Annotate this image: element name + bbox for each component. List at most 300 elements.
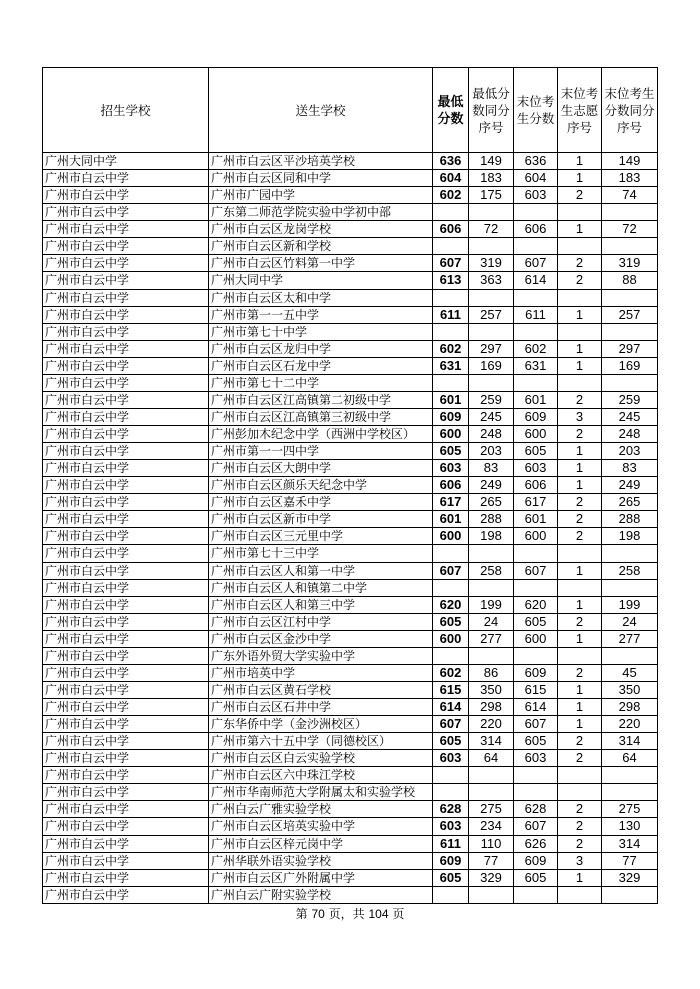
cell-last-score — [514, 289, 558, 306]
cell-min-score-rank — [469, 204, 514, 221]
cell-last-choice-no: 1 — [558, 596, 602, 613]
cell-last-choice-no — [558, 647, 602, 664]
header-min-score: 最低分数 — [433, 68, 469, 153]
cell-last-score-rank: 220 — [602, 716, 658, 733]
table-row — [43, 443, 658, 460]
cell-last-choice-no: 1 — [558, 699, 602, 716]
cell-last-choice-no: 2 — [558, 187, 602, 204]
cell-enrolling-school: 广州市白云中学 — [43, 562, 209, 579]
cell-last-score: 605 — [514, 869, 558, 886]
cell-enrolling-school: 广州市白云中学 — [43, 750, 209, 767]
cell-min-score — [433, 238, 469, 255]
cell-last-choice-no: 2 — [558, 733, 602, 750]
cell-min-score: 605 — [433, 733, 469, 750]
cell-min-score: 601 — [433, 511, 469, 528]
cell-last-score: 609 — [514, 664, 558, 681]
cell-last-choice-no — [558, 579, 602, 596]
cell-sending-school: 广州市白云区广外附属中学 — [209, 869, 433, 886]
cell-min-score-rank: 220 — [469, 716, 514, 733]
cell-sending-school: 广州市白云区嘉禾中学 — [209, 494, 433, 511]
cell-min-score-rank: 72 — [469, 221, 514, 238]
cell-enrolling-school: 广州市白云中学 — [43, 187, 209, 204]
cell-sending-school: 广州市华南师范大学附属太和实验学校 — [209, 784, 433, 801]
cell-last-score-rank: 350 — [602, 681, 658, 698]
cell-min-score: 603 — [433, 460, 469, 477]
cell-last-score: 601 — [514, 511, 558, 528]
cell-sending-school: 广州市第六十五中学（同德校区） — [209, 733, 433, 750]
cell-min-score-rank — [469, 886, 514, 903]
table-row — [43, 699, 658, 716]
cell-enrolling-school: 广州市白云中学 — [43, 630, 209, 647]
cell-min-score-rank: 277 — [469, 630, 514, 647]
cell-sending-school: 广州市第七十二中学 — [209, 374, 433, 391]
table-row — [43, 170, 658, 187]
cell-min-score: 600 — [433, 630, 469, 647]
cell-last-choice-no: 2 — [558, 255, 602, 272]
table-row — [43, 733, 658, 750]
cell-last-score: 602 — [514, 340, 558, 357]
cell-min-score-rank: 258 — [469, 562, 514, 579]
cell-min-score-rank: 77 — [469, 852, 514, 869]
cell-min-score-rank: 298 — [469, 699, 514, 716]
table-row — [43, 750, 658, 767]
cell-min-score-rank: 198 — [469, 528, 514, 545]
table-row — [43, 221, 658, 238]
cell-enrolling-school: 广州市白云中学 — [43, 818, 209, 835]
cell-last-score — [514, 374, 558, 391]
cell-sending-school: 广州市白云区同和中学 — [209, 170, 433, 187]
table-row — [43, 426, 658, 443]
cell-sending-school: 广东华侨中学（金沙洲校区） — [209, 716, 433, 733]
cell-min-score: 605 — [433, 613, 469, 630]
cell-last-score-rank: 45 — [602, 664, 658, 681]
cell-last-score-rank: 265 — [602, 494, 658, 511]
footer-mid: 页，共 — [324, 907, 369, 921]
cell-sending-school: 广州市白云区人和第一中学 — [209, 562, 433, 579]
table-row — [43, 374, 658, 391]
table-row — [43, 323, 658, 340]
cell-last-score — [514, 204, 558, 221]
cell-last-choice-no: 3 — [558, 408, 602, 425]
cell-min-score-rank: 249 — [469, 477, 514, 494]
cell-enrolling-school: 广州市白云中学 — [43, 801, 209, 818]
cell-sending-school: 广州市第一一四中学 — [209, 443, 433, 460]
cell-min-score: 601 — [433, 391, 469, 408]
cell-min-score-rank — [469, 579, 514, 596]
cell-enrolling-school: 广州大同中学 — [43, 153, 209, 170]
table-row — [43, 511, 658, 528]
cell-last-score: 600 — [514, 426, 558, 443]
cell-enrolling-school: 广州市白云中学 — [43, 460, 209, 477]
cell-min-score: 602 — [433, 187, 469, 204]
cell-min-score-rank: 319 — [469, 255, 514, 272]
table-row — [43, 613, 658, 630]
cell-last-score-rank: 77 — [602, 852, 658, 869]
table-row — [43, 630, 658, 647]
table-row — [43, 852, 658, 869]
table-row — [43, 579, 658, 596]
cell-min-score-rank — [469, 545, 514, 562]
cell-last-score: 603 — [514, 460, 558, 477]
cell-enrolling-school: 广州市白云中学 — [43, 852, 209, 869]
cell-enrolling-school: 广州市白云中学 — [43, 886, 209, 903]
cell-last-choice-no: 1 — [558, 340, 602, 357]
cell-sending-school: 广州市第七十中学 — [209, 323, 433, 340]
cell-last-score: 600 — [514, 528, 558, 545]
cell-min-score-rank — [469, 374, 514, 391]
cell-last-choice-no — [558, 545, 602, 562]
cell-min-score-rank: 288 — [469, 511, 514, 528]
cell-last-score-rank — [602, 289, 658, 306]
cell-last-score: 607 — [514, 716, 558, 733]
cell-min-score-rank: 169 — [469, 357, 514, 374]
cell-last-score-rank: 198 — [602, 528, 658, 545]
table-row — [43, 664, 658, 681]
cell-last-score: 606 — [514, 477, 558, 494]
cell-last-choice-no: 1 — [558, 477, 602, 494]
table-row — [43, 596, 658, 613]
cell-min-score-rank: 248 — [469, 426, 514, 443]
cell-last-choice-no: 2 — [558, 818, 602, 835]
cell-last-choice-no: 1 — [558, 221, 602, 238]
cell-enrolling-school: 广州市白云中学 — [43, 664, 209, 681]
cell-min-score: 602 — [433, 340, 469, 357]
cell-last-score-rank — [602, 886, 658, 903]
cell-enrolling-school: 广州市白云中学 — [43, 784, 209, 801]
cell-sending-school: 广州白云广附实验学校 — [209, 886, 433, 903]
cell-sending-school: 广州市白云区江村中学 — [209, 613, 433, 630]
cell-last-choice-no — [558, 784, 602, 801]
cell-last-score: 600 — [514, 630, 558, 647]
cell-min-score: 611 — [433, 306, 469, 323]
cell-min-score-rank: 203 — [469, 443, 514, 460]
cell-sending-school: 广州市白云区大朗中学 — [209, 460, 433, 477]
cell-min-score-rank: 110 — [469, 835, 514, 852]
cell-last-score: 604 — [514, 170, 558, 187]
cell-last-choice-no: 2 — [558, 528, 602, 545]
cell-last-score: 636 — [514, 153, 558, 170]
cell-enrolling-school: 广州市白云中学 — [43, 835, 209, 852]
table-row — [43, 306, 658, 323]
cell-last-score — [514, 579, 558, 596]
cell-last-choice-no: 2 — [558, 426, 602, 443]
cell-last-choice-no: 1 — [558, 869, 602, 886]
cell-last-score-rank: 199 — [602, 596, 658, 613]
cell-min-score: 607 — [433, 562, 469, 579]
cell-sending-school: 广州市白云区龙岗学校 — [209, 221, 433, 238]
cell-last-choice-no: 2 — [558, 750, 602, 767]
table-row — [43, 835, 658, 852]
table-row — [43, 187, 658, 204]
footer-prefix: 第 — [295, 907, 312, 921]
cell-last-choice-no: 3 — [558, 852, 602, 869]
cell-enrolling-school: 广州市白云中学 — [43, 494, 209, 511]
cell-min-score — [433, 784, 469, 801]
cell-sending-school: 广州市白云区梓元岗中学 — [209, 835, 433, 852]
cell-min-score-rank: 297 — [469, 340, 514, 357]
cell-min-score: 609 — [433, 408, 469, 425]
cell-last-score-rank: 245 — [602, 408, 658, 425]
cell-min-score-rank: 363 — [469, 272, 514, 289]
cell-enrolling-school: 广州市白云中学 — [43, 357, 209, 374]
cell-enrolling-school: 广州市白云中学 — [43, 716, 209, 733]
cell-last-score: 614 — [514, 699, 558, 716]
cell-min-score-rank: 275 — [469, 801, 514, 818]
cell-min-score: 614 — [433, 699, 469, 716]
cell-last-score-rank: 298 — [602, 699, 658, 716]
cell-last-choice-no: 1 — [558, 153, 602, 170]
cell-min-score-rank: 350 — [469, 681, 514, 698]
cell-last-choice-no — [558, 886, 602, 903]
cell-last-choice-no: 2 — [558, 272, 602, 289]
table-row — [43, 562, 658, 579]
footer-suffix: 页 — [388, 907, 405, 921]
cell-min-score — [433, 289, 469, 306]
header-enrolling-school: 招生学校 — [43, 68, 209, 153]
cell-last-score: 615 — [514, 681, 558, 698]
cell-last-score-rank: 74 — [602, 187, 658, 204]
cell-last-score-rank: 183 — [602, 170, 658, 187]
cell-enrolling-school: 广州市白云中学 — [43, 408, 209, 425]
cell-last-score-rank: 83 — [602, 460, 658, 477]
cell-last-choice-no: 1 — [558, 170, 602, 187]
cell-sending-school: 广州华联外语实验学校 — [209, 852, 433, 869]
cell-enrolling-school: 广州市白云中学 — [43, 289, 209, 306]
cell-min-score: 615 — [433, 681, 469, 698]
cell-min-score-rank: 149 — [469, 153, 514, 170]
cell-last-score-rank — [602, 238, 658, 255]
cell-sending-school: 广州市白云区太和中学 — [209, 289, 433, 306]
table-row — [43, 204, 658, 221]
cell-sending-school: 广州市白云区人和第三中学 — [209, 596, 433, 613]
cell-last-choice-no: 2 — [558, 511, 602, 528]
cell-min-score: 600 — [433, 426, 469, 443]
cell-last-score: 617 — [514, 494, 558, 511]
cell-sending-school: 广州市培英中学 — [209, 664, 433, 681]
cell-last-score-rank: 257 — [602, 306, 658, 323]
cell-enrolling-school: 广州市白云中学 — [43, 272, 209, 289]
cell-last-choice-no — [558, 289, 602, 306]
cell-min-score: 628 — [433, 801, 469, 818]
cell-min-score-rank: 234 — [469, 818, 514, 835]
cell-last-score: 605 — [514, 733, 558, 750]
cell-sending-school: 广州市白云区石井中学 — [209, 699, 433, 716]
cell-min-score: 602 — [433, 664, 469, 681]
cell-last-score: 628 — [514, 801, 558, 818]
cell-last-score-rank: 288 — [602, 511, 658, 528]
cell-enrolling-school: 广州市白云中学 — [43, 204, 209, 221]
cell-last-score-rank: 203 — [602, 443, 658, 460]
cell-min-score-rank — [469, 647, 514, 664]
cell-last-score-rank — [602, 647, 658, 664]
cell-last-score — [514, 238, 558, 255]
cell-min-score-rank — [469, 238, 514, 255]
cell-min-score: 613 — [433, 272, 469, 289]
cell-min-score: 609 — [433, 852, 469, 869]
cell-last-choice-no: 1 — [558, 562, 602, 579]
cell-sending-school: 广州市白云区黄石学校 — [209, 681, 433, 698]
table-row — [43, 477, 658, 494]
cell-last-score-rank: 319 — [602, 255, 658, 272]
cell-sending-school: 广州市白云区平沙培英学校 — [209, 153, 433, 170]
table-row — [43, 716, 658, 733]
cell-min-score: 604 — [433, 170, 469, 187]
cell-sending-school: 广州市白云区龙归中学 — [209, 340, 433, 357]
cell-last-choice-no — [558, 767, 602, 784]
cell-last-score-rank: 259 — [602, 391, 658, 408]
cell-min-score — [433, 886, 469, 903]
cell-last-score: 603 — [514, 187, 558, 204]
cell-last-score-rank: 277 — [602, 630, 658, 647]
cell-last-choice-no: 2 — [558, 835, 602, 852]
cell-last-score: 609 — [514, 408, 558, 425]
cell-last-score-rank — [602, 323, 658, 340]
cell-last-score — [514, 545, 558, 562]
cell-last-score: 626 — [514, 835, 558, 852]
cell-enrolling-school: 广州市白云中学 — [43, 443, 209, 460]
table-row — [43, 545, 658, 562]
cell-enrolling-school: 广州市白云中学 — [43, 477, 209, 494]
cell-last-score-rank: 314 — [602, 835, 658, 852]
cell-enrolling-school: 广州市白云中学 — [43, 528, 209, 545]
cell-min-score: 611 — [433, 835, 469, 852]
cell-enrolling-school: 广州市白云中学 — [43, 767, 209, 784]
cell-sending-school: 广州白云广雅实验学校 — [209, 801, 433, 818]
cell-last-choice-no: 2 — [558, 801, 602, 818]
cell-last-choice-no — [558, 323, 602, 340]
cell-sending-school: 广州大同中学 — [209, 272, 433, 289]
cell-min-score-rank: 265 — [469, 494, 514, 511]
cell-min-score-rank: 245 — [469, 408, 514, 425]
cell-sending-school: 广州市白云区新和学校 — [209, 238, 433, 255]
cell-last-score: 606 — [514, 221, 558, 238]
cell-min-score-rank: 24 — [469, 613, 514, 630]
cell-last-score — [514, 767, 558, 784]
cell-min-score — [433, 579, 469, 596]
table-row — [43, 408, 658, 425]
cell-sending-school: 广州市白云区江高镇第二初级中学 — [209, 391, 433, 408]
cell-last-score-rank: 258 — [602, 562, 658, 579]
cell-last-score: 607 — [514, 818, 558, 835]
table-row — [43, 886, 658, 903]
cell-last-choice-no: 1 — [558, 460, 602, 477]
cell-last-score-rank: 297 — [602, 340, 658, 357]
header-sending-school: 送生学校 — [209, 68, 433, 153]
cell-last-score — [514, 647, 558, 664]
table-row — [43, 238, 658, 255]
cell-sending-school: 广州市第一一五中学 — [209, 306, 433, 323]
cell-enrolling-school: 广州市白云中学 — [43, 391, 209, 408]
cell-last-score — [514, 323, 558, 340]
cell-last-score-rank: 169 — [602, 357, 658, 374]
table-row — [43, 289, 658, 306]
cell-enrolling-school: 广州市白云中学 — [43, 545, 209, 562]
cell-sending-school: 广州市白云区六中珠江学校 — [209, 767, 433, 784]
cell-min-score: 636 — [433, 153, 469, 170]
page-footer — [0, 905, 700, 922]
cell-enrolling-school: 广州市白云中学 — [43, 340, 209, 357]
cell-min-score-rank: 329 — [469, 869, 514, 886]
cell-last-score — [514, 784, 558, 801]
cell-min-score-rank: 83 — [469, 460, 514, 477]
table-row — [43, 647, 658, 664]
cell-min-score-rank — [469, 784, 514, 801]
cell-enrolling-school: 广州市白云中学 — [43, 221, 209, 238]
cell-sending-school: 广州市白云区人和镇第二中学 — [209, 579, 433, 596]
current-page: 70 — [311, 907, 325, 921]
cell-min-score: 617 — [433, 494, 469, 511]
cell-last-score: 631 — [514, 357, 558, 374]
cell-last-choice-no: 1 — [558, 357, 602, 374]
cell-last-choice-no: 2 — [558, 391, 602, 408]
cell-last-score-rank — [602, 579, 658, 596]
table-row — [43, 153, 658, 170]
header-min-score-rank: 最低分数同分序号 — [469, 68, 514, 153]
cell-last-score: 614 — [514, 272, 558, 289]
cell-sending-school: 广州市白云区石龙中学 — [209, 357, 433, 374]
cell-last-choice-no: 2 — [558, 613, 602, 630]
cell-enrolling-school: 广州市白云中学 — [43, 681, 209, 698]
cell-last-score-rank: 72 — [602, 221, 658, 238]
cell-min-score: 603 — [433, 750, 469, 767]
cell-min-score-rank: 183 — [469, 170, 514, 187]
cell-enrolling-school: 广州市白云中学 — [43, 733, 209, 750]
cell-last-choice-no: 1 — [558, 716, 602, 733]
cell-last-score — [514, 886, 558, 903]
cell-last-choice-no: 2 — [558, 664, 602, 681]
cell-min-score: 606 — [433, 477, 469, 494]
cell-enrolling-school: 广州市白云中学 — [43, 255, 209, 272]
cell-sending-school: 广州市白云区金沙中学 — [209, 630, 433, 647]
cell-sending-school: 广州市白云区竹料第一中学 — [209, 255, 433, 272]
cell-last-choice-no: 1 — [558, 306, 602, 323]
cell-sending-school: 广州市白云区三元里中学 — [209, 528, 433, 545]
table-row — [43, 340, 658, 357]
header-last-score: 末位考生分数 — [514, 68, 558, 153]
cell-enrolling-school: 广州市白云中学 — [43, 323, 209, 340]
cell-last-score-rank: 24 — [602, 613, 658, 630]
cell-enrolling-school: 广州市白云中学 — [43, 869, 209, 886]
cell-sending-school: 广州市广园中学 — [209, 187, 433, 204]
table-row — [43, 681, 658, 698]
cell-enrolling-school: 广州市白云中学 — [43, 426, 209, 443]
cell-min-score: 605 — [433, 443, 469, 460]
table-row — [43, 272, 658, 289]
table-row — [43, 801, 658, 818]
cell-min-score-rank: 64 — [469, 750, 514, 767]
cell-enrolling-school: 广州市白云中学 — [43, 579, 209, 596]
cell-min-score: 631 — [433, 357, 469, 374]
table-row — [43, 528, 658, 545]
cell-min-score-rank — [469, 323, 514, 340]
cell-min-score-rank: 199 — [469, 596, 514, 613]
cell-last-score: 603 — [514, 750, 558, 767]
admission-table — [42, 67, 658, 904]
cell-sending-school: 广州市白云区颜乐天纪念中学 — [209, 477, 433, 494]
table-row — [43, 391, 658, 408]
cell-last-choice-no: 2 — [558, 494, 602, 511]
cell-last-choice-no — [558, 374, 602, 391]
cell-last-score: 611 — [514, 306, 558, 323]
cell-sending-school: 广州市白云区江高镇第三初级中学 — [209, 408, 433, 425]
cell-last-score-rank: 275 — [602, 801, 658, 818]
cell-enrolling-school: 广州市白云中学 — [43, 699, 209, 716]
table-row — [43, 460, 658, 477]
cell-min-score-rank — [469, 767, 514, 784]
cell-min-score-rank: 259 — [469, 391, 514, 408]
cell-enrolling-school: 广州市白云中学 — [43, 647, 209, 664]
table-row — [43, 869, 658, 886]
